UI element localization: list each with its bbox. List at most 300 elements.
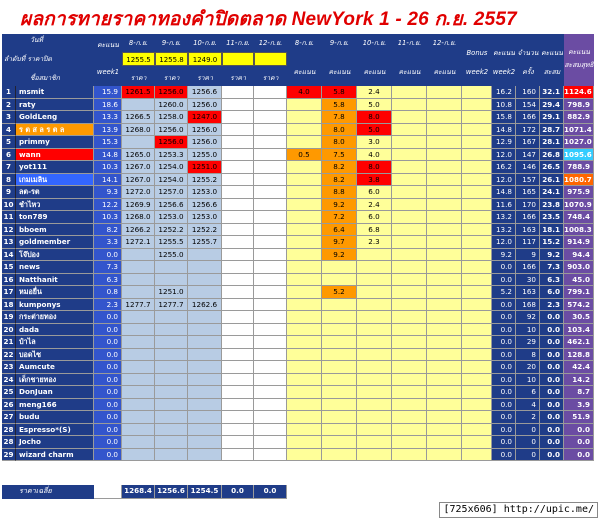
points-cell (287, 349, 322, 362)
cumulative-total: 788.9 (564, 161, 594, 174)
points-cell (287, 299, 322, 312)
sum-score: 0.0 (540, 336, 564, 349)
table-row (2, 174, 594, 187)
points-date-0: 8-ก.ย. (294, 39, 315, 47)
price-cell (155, 424, 188, 437)
week2-score-label: คะแนน (493, 49, 515, 57)
price-cell: 1253.3 (155, 149, 188, 162)
table-row (2, 211, 594, 224)
week2-score: 0.0 (492, 311, 516, 324)
cumulative-total: 45.0 (564, 274, 594, 287)
points-cell (357, 249, 392, 262)
row-number: 21 (2, 336, 16, 349)
table-row (2, 299, 594, 312)
price-cell (155, 311, 188, 324)
price-cell (254, 186, 287, 199)
price-cell (222, 199, 254, 212)
week1-score: 0.0 (94, 449, 122, 462)
price-cell (188, 274, 222, 287)
week2-score: 12.0 (492, 149, 516, 162)
points-cell (392, 211, 427, 224)
points-cell (287, 449, 322, 462)
points-cell: 8.0 (357, 161, 392, 174)
points-cell (287, 174, 322, 187)
times-count: 163 (516, 286, 540, 299)
price-cell: 1265.0 (122, 149, 155, 162)
points-cell (287, 224, 322, 237)
price-cell (222, 249, 254, 262)
bonus-cell (462, 224, 492, 237)
points-cell (427, 261, 462, 274)
table-row (2, 136, 594, 149)
row-number: 22 (2, 349, 16, 362)
points-cell: 4.0 (287, 86, 322, 99)
member-name: dada (16, 324, 94, 337)
points-cell (322, 299, 357, 312)
points-cell: 2.4 (357, 199, 392, 212)
price-cell: 1252.2 (188, 224, 222, 237)
average-row (2, 485, 594, 499)
price-cell (155, 261, 188, 274)
row-number: 2 (2, 99, 16, 112)
points-cell (427, 349, 462, 362)
week1-score: 0.0 (94, 411, 122, 424)
price-cell: 1256.6 (188, 199, 222, 212)
points-cell (287, 211, 322, 224)
bonus-cell (462, 199, 492, 212)
member-name: GoldLeng (16, 111, 94, 124)
times-count: 167 (516, 136, 540, 149)
bonus-cell (462, 186, 492, 199)
price-cell (122, 411, 155, 424)
week1-score: 0.0 (94, 249, 122, 262)
price-cell (254, 224, 287, 237)
row-number: 1 (2, 86, 16, 99)
week2-label-2: week2 (492, 68, 516, 76)
points-cell: 9.2 (322, 249, 357, 262)
member-name: raty (16, 99, 94, 112)
cumulative-total: 798.9 (564, 99, 594, 112)
points-cell (392, 399, 427, 412)
price-cell (222, 336, 254, 349)
points-cell: 8.0 (322, 124, 357, 137)
week1-score: 8.2 (94, 224, 122, 237)
points-cell (427, 186, 462, 199)
price-cell (122, 386, 155, 399)
sum-score: 23.8 (540, 199, 564, 212)
points-cell (357, 261, 392, 274)
points-cell (287, 386, 322, 399)
member-name: ชำไหว (16, 199, 94, 212)
sum-score: 0.0 (540, 424, 564, 437)
bonus-cell (462, 136, 492, 149)
points-cell (392, 324, 427, 337)
sum-score: 6.3 (540, 274, 564, 287)
member-name: Aumcute (16, 361, 94, 374)
bonus-cell (462, 86, 492, 99)
row-number: 20 (2, 324, 16, 337)
points-date-4: 12-ก.ย. (432, 39, 457, 47)
cumulative-total: 0.0 (564, 436, 594, 449)
points-cell (392, 386, 427, 399)
price-cell (122, 311, 155, 324)
bonus-cell (462, 411, 492, 424)
price-date-4: 12-ก.ย. (258, 39, 283, 47)
price-cell (188, 436, 222, 449)
points-cell (427, 336, 462, 349)
price-cell (188, 411, 222, 424)
points-cell (392, 136, 427, 149)
points-cell (322, 411, 357, 424)
cumulative-total: 799.1 (564, 286, 594, 299)
price-cell (222, 299, 254, 312)
price-cell (122, 424, 155, 437)
points-cell (392, 186, 427, 199)
member-name: msmit (16, 86, 94, 99)
points-cell (322, 386, 357, 399)
price-cell: 1247.0 (188, 111, 222, 124)
average-price: 1268.4 (122, 485, 155, 499)
week2-score: 15.8 (492, 111, 516, 124)
price-cell (254, 161, 287, 174)
points-cell (427, 86, 462, 99)
table-header (2, 34, 594, 86)
points-cell: 9.2 (322, 199, 357, 212)
price-cell: 1268.0 (122, 124, 155, 137)
points-cell (427, 436, 462, 449)
times-count: 10 (516, 324, 540, 337)
price-cell (222, 236, 254, 249)
points-cell (392, 224, 427, 237)
points-cell (322, 399, 357, 412)
price-cell: 1266.5 (122, 111, 155, 124)
price-cell: 1262.6 (188, 299, 222, 312)
times-count: 166 (516, 211, 540, 224)
row-number: 29 (2, 449, 16, 462)
price-cell (188, 449, 222, 462)
times-count: 172 (516, 124, 540, 137)
points-cell: 5.2 (322, 286, 357, 299)
points-cell (287, 249, 322, 262)
points-cell (322, 436, 357, 449)
price-cell (254, 274, 287, 287)
price-cell (254, 149, 287, 162)
bonus-cell (462, 336, 492, 349)
sum-score: 7.3 (540, 261, 564, 274)
table-row (2, 236, 594, 249)
price-cell (155, 436, 188, 449)
points-cell (392, 286, 427, 299)
bonus-cell (462, 436, 492, 449)
cumulative-total: 0.0 (564, 424, 594, 437)
price-cell (254, 349, 287, 362)
price-cell: 1269.9 (122, 199, 155, 212)
price-label-2: ราคา (197, 74, 213, 82)
cumulative-total: 1080.7 (564, 174, 594, 187)
table-row (2, 161, 594, 174)
price-cell: 1268.0 (122, 211, 155, 224)
week1-score: 14.1 (94, 174, 122, 187)
points-cell (357, 436, 392, 449)
member-name: Natthanit (16, 274, 94, 287)
week2-score: 0.0 (492, 424, 516, 437)
price-label-4: ราคา (262, 74, 279, 82)
cumulative-total: 574.2 (564, 299, 594, 312)
average-price: 0.0 (222, 485, 254, 499)
price-cell (222, 311, 254, 324)
price-cell: 1260.0 (155, 99, 188, 112)
week2-score: 0.0 (492, 436, 516, 449)
price-cell: 1256.6 (188, 86, 222, 99)
times-count: 166 (516, 111, 540, 124)
price-cell (254, 399, 287, 412)
times-count: 6 (516, 386, 540, 399)
cumulative-total: 0.0 (564, 449, 594, 462)
points-cell (392, 449, 427, 462)
week1-score: 10.3 (94, 211, 122, 224)
points-cell (392, 436, 427, 449)
price-cell (254, 299, 287, 312)
table-row (2, 86, 594, 99)
points-cell (357, 424, 392, 437)
week1-score: 7.3 (94, 261, 122, 274)
week1-score: 0.8 (94, 286, 122, 299)
points-cell (427, 149, 462, 162)
price-cell (254, 136, 287, 149)
price-cell (222, 274, 254, 287)
points-cell (287, 124, 322, 137)
points-cell: 5.8 (322, 99, 357, 112)
price-cell: 1255.5 (155, 236, 188, 249)
member-name: kumponys (16, 299, 94, 312)
points-cell (287, 274, 322, 287)
bonus-cell (462, 236, 492, 249)
cumulative-total: 94.4 (564, 249, 594, 262)
points-cell (427, 111, 462, 124)
sum-score: 26.1 (540, 174, 564, 187)
cumulative-total: 1095.6 (564, 149, 594, 162)
week1-score: 0.0 (94, 361, 122, 374)
week1-score: 0.0 (94, 436, 122, 449)
price-cell (188, 349, 222, 362)
price-cell (222, 386, 254, 399)
member-name: ร ต ส ล ร ต ล (16, 124, 94, 137)
times-count: 30 (516, 274, 540, 287)
price-cell (122, 286, 155, 299)
week2-score: 13.2 (492, 224, 516, 237)
table-row (2, 99, 594, 112)
price-cell (254, 261, 287, 274)
points-cell: 5.0 (357, 124, 392, 137)
points-cell: 6.0 (357, 186, 392, 199)
price-cell: 1277.7 (122, 299, 155, 312)
member-name: DonJuan (16, 386, 94, 399)
points-cell (427, 211, 462, 224)
points-cell (427, 124, 462, 137)
row-number: 16 (2, 274, 16, 287)
points-cell (392, 86, 427, 99)
points-cell (287, 99, 322, 112)
points-cell (357, 361, 392, 374)
footer-spacer (2, 485, 16, 499)
sum-score: 0.0 (540, 324, 564, 337)
points-cell (427, 299, 462, 312)
row-number: 28 (2, 424, 16, 437)
week1-score: 13.9 (94, 124, 122, 137)
sum-score: 15.2 (540, 236, 564, 249)
week1-score: 0.0 (94, 374, 122, 387)
member-name: wann (16, 149, 94, 162)
member-name: ton789 (16, 211, 94, 224)
times-count: 0 (516, 424, 540, 437)
price-cell (222, 211, 254, 224)
sum-score: 32.1 (540, 86, 564, 99)
week2-score: 0.0 (492, 399, 516, 412)
points-cell (427, 99, 462, 112)
price-cell (222, 324, 254, 337)
points-cell (287, 161, 322, 174)
sum-score: 29.1 (540, 111, 564, 124)
cumulative-total: 748.4 (564, 211, 594, 224)
price-cell: 1251.0 (155, 286, 188, 299)
average-price: 0.0 (254, 485, 287, 499)
week1-score: 10.3 (94, 161, 122, 174)
week2-score: 0.0 (492, 349, 516, 362)
bonus-cell (462, 386, 492, 399)
table-row (2, 224, 594, 237)
price-cell: 1261.5 (122, 86, 155, 99)
points-cell (427, 174, 462, 187)
price-cell (155, 449, 188, 462)
price-cell (122, 449, 155, 462)
points-cell (392, 236, 427, 249)
cumulative-total: 1071.4 (564, 124, 594, 137)
price-cell (222, 361, 254, 374)
points-cell (427, 374, 462, 387)
points-cell: 8.2 (322, 174, 357, 187)
price-cell (122, 349, 155, 362)
week1-score: 15.9 (94, 86, 122, 99)
member-name: Jocho (16, 436, 94, 449)
points-cell (357, 274, 392, 287)
times-count: 163 (516, 224, 540, 237)
price-cell (122, 324, 155, 337)
points-cell (427, 286, 462, 299)
price-cell: 1267.0 (122, 161, 155, 174)
times-count: 0 (516, 436, 540, 449)
price-cell (188, 399, 222, 412)
points-cell (287, 286, 322, 299)
price-cell: 1255.0 (155, 249, 188, 262)
points-cell (287, 186, 322, 199)
bonus-cell (462, 124, 492, 137)
points-cell (392, 124, 427, 137)
total-header: คะแนน สะสมสุทธิ (564, 34, 594, 86)
price-cell (122, 261, 155, 274)
points-cell (357, 349, 392, 362)
times-count: 170 (516, 199, 540, 212)
points-cell (287, 236, 322, 249)
price-cell (222, 286, 254, 299)
date-row-label: วันที่ (30, 36, 43, 44)
points-cell (322, 424, 357, 437)
points-cell (357, 386, 392, 399)
points-cell (392, 161, 427, 174)
price-cell (254, 324, 287, 337)
times-count: 4 (516, 399, 540, 412)
points-cell (322, 274, 357, 287)
watermark: [725x606] http://upic.me/ (439, 502, 598, 518)
week2-score: 12.0 (492, 174, 516, 187)
week1-score: 2.3 (94, 299, 122, 312)
price-cell (222, 399, 254, 412)
row-number: 5 (2, 136, 16, 149)
price-cell (188, 249, 222, 262)
week2-score: 0.0 (492, 299, 516, 312)
row-number: 14 (2, 249, 16, 262)
sum-score: 0.0 (540, 374, 564, 387)
row-number: 11 (2, 211, 16, 224)
price-cell (122, 336, 155, 349)
sum-score: 0.0 (540, 449, 564, 462)
price-cell (222, 136, 254, 149)
cumulative-label: สะสม (543, 68, 561, 76)
sum-score: 28.1 (540, 136, 564, 149)
member-name: เด็กชายทอง (16, 374, 94, 387)
cumulative-total: 975.9 (564, 186, 594, 199)
close-price-3 (222, 52, 254, 66)
bonus-cell (462, 174, 492, 187)
table-row (2, 324, 594, 337)
week1-score: 0.0 (94, 336, 122, 349)
title-bar (0, 0, 600, 33)
row-number: 13 (2, 236, 16, 249)
row-number: 9 (2, 186, 16, 199)
price-cell (254, 249, 287, 262)
row-number: 26 (2, 399, 16, 412)
bonus-cell (462, 424, 492, 437)
week2-score: 5.2 (492, 286, 516, 299)
price-label-1: ราคา (163, 74, 180, 82)
price-label-3: ราคา (230, 74, 246, 82)
price-cell: 1251.0 (188, 161, 222, 174)
week1-score: 18.6 (94, 99, 122, 112)
price-cell (222, 261, 254, 274)
week2-score: 14.8 (492, 186, 516, 199)
week1-score: 6.3 (94, 274, 122, 287)
price-cell (122, 374, 155, 387)
points-cell (392, 299, 427, 312)
price-cell (254, 124, 287, 137)
cumulative-total: 1124.6 (564, 86, 594, 99)
price-cell (188, 386, 222, 399)
bonus-cell (462, 274, 492, 287)
points-label-4: คะแนน (433, 68, 456, 76)
price-cell (254, 99, 287, 112)
amount-label: จำนวน (517, 49, 539, 57)
points-label-2: คะแนน (363, 68, 386, 76)
times-count: 10 (516, 374, 540, 387)
times-count: 157 (516, 174, 540, 187)
week2-score: 11.6 (492, 199, 516, 212)
week2-score: 10.8 (492, 99, 516, 112)
points-cell (287, 424, 322, 437)
points-date-3: 11-ก.ย. (397, 39, 422, 47)
price-cell: 1255.0 (188, 149, 222, 162)
table-row (2, 199, 594, 212)
member-name: Espresso*(S) (16, 424, 94, 437)
price-cell (254, 236, 287, 249)
